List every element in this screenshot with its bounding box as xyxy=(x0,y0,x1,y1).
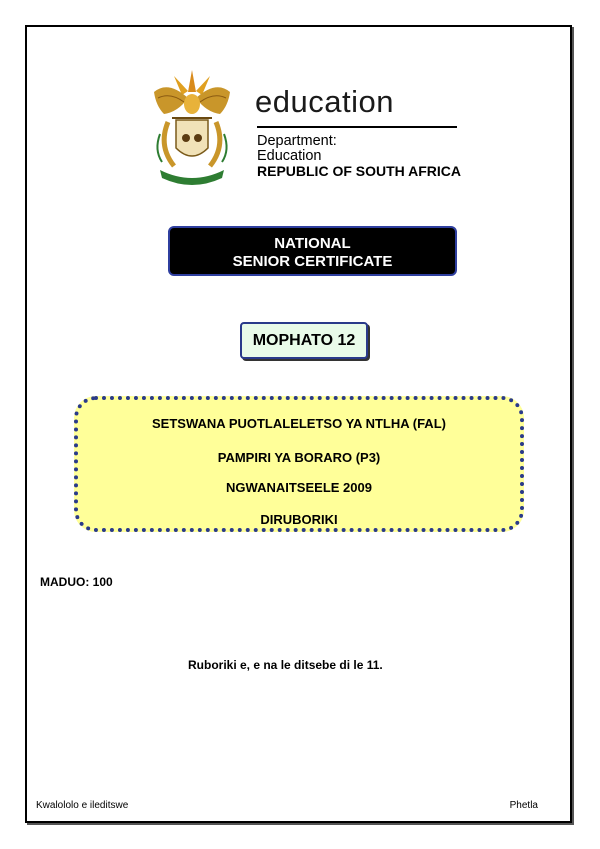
dept-label: Department: xyxy=(257,133,337,149)
document-type: DIRUBORIKI xyxy=(260,512,338,527)
coat-of-arms-icon xyxy=(148,62,236,192)
certificate-line-2: SENIOR CERTIFICATE xyxy=(232,253,393,270)
subject-title: SETSWANA PUOTLALELETSO YA NTLHA (FAL) xyxy=(152,416,446,431)
country-name: REPUBLIC OF SOUTH AFRICA xyxy=(257,163,462,179)
subject-panel xyxy=(74,396,524,532)
paper-title: PAMPIRI YA BORARO (P3) xyxy=(217,450,381,465)
dept-name: Education xyxy=(257,148,322,164)
footer-turn-over: Phetla xyxy=(509,800,538,811)
page-count-note: Ruboriki e, e na le ditsebe di le 11. xyxy=(188,658,383,672)
exam-session: NGWANAITSEELE 2009 xyxy=(226,480,372,495)
department-logo xyxy=(138,62,472,198)
grade-badge: MOPHATO 12 xyxy=(240,322,368,359)
brand-divider xyxy=(257,126,457,128)
footer-copyright: Kwalololo e ileditswe xyxy=(36,800,129,811)
total-marks: MADUO: 100 xyxy=(40,575,113,589)
brand-wordmark: education xyxy=(255,84,394,119)
certificate-banner xyxy=(168,226,457,276)
certificate-line-1: NATIONAL xyxy=(274,235,351,252)
